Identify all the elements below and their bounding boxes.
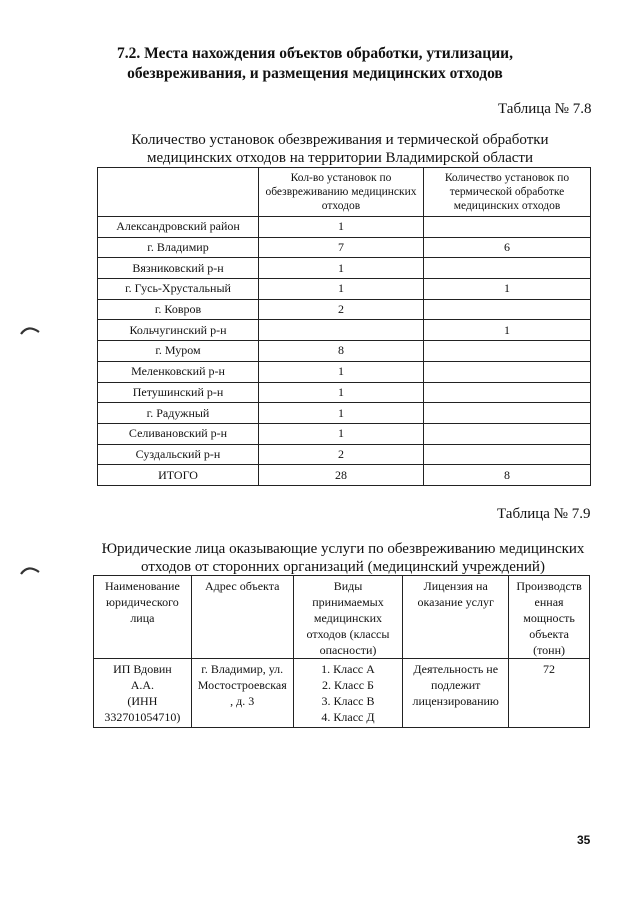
region-cell: Вязниковский р-н (98, 258, 259, 279)
table-row (98, 444, 591, 465)
section-title-line-1: 7.2. Места нахождения объектов обработки, утилизации, (117, 45, 513, 62)
thermal-count-cell (424, 258, 591, 279)
table-7-8 (97, 167, 591, 486)
table-row (98, 341, 591, 362)
thermal-count-cell: 1 (424, 320, 591, 341)
thermal-count-cell (424, 341, 591, 362)
header-line: медицинских (313, 611, 383, 625)
table-7-9-caption-line-1: Юридические лица оказывающие услуги по обезвреживанию медицинских (101, 541, 585, 557)
cell-line: 3. Класс В (321, 694, 375, 708)
table-7-9-header-cell (94, 576, 192, 659)
cell-line: 72 (543, 662, 556, 676)
header-line: опасности) (319, 643, 377, 657)
table-7-9-caption (78, 540, 608, 576)
disinfection-count-cell: 2 (259, 444, 424, 465)
thermal-count-cell: 6 (424, 237, 591, 258)
region-cell: г. Владимир (98, 237, 259, 258)
cell-line: лицензированию (412, 694, 499, 708)
disinfection-count-cell: 8 (259, 341, 424, 362)
table-7-8-body (98, 217, 591, 486)
disinfection-count-cell: 1 (259, 258, 424, 279)
cell-line: Деятельность не (413, 662, 499, 676)
table-7-9-header-cell (403, 576, 509, 659)
region-cell: г. Ковров (98, 299, 259, 320)
cell-line: 2. Класс Б (322, 678, 374, 692)
header-line: енная (534, 595, 564, 609)
waste-classes-cell (293, 659, 403, 728)
cell-line: А.А. (130, 678, 155, 692)
table-7-8-caption-line-1: Количество установок обезвреживания и термической обработки (131, 132, 549, 148)
thermal-count-cell (424, 361, 591, 382)
region-cell: Александровский район (98, 217, 259, 238)
table-7-8-label: Таблица № 7.8 (498, 101, 592, 117)
header-line: мощность (523, 611, 575, 625)
cell-line: (ИНН (127, 694, 158, 708)
table-row (98, 320, 591, 341)
cell-line: ИП Вдовин (113, 662, 172, 676)
table-7-9 (93, 575, 590, 728)
table-7-8-header-row (98, 168, 591, 217)
region-cell: Меленковский р-н (98, 361, 259, 382)
table-row (94, 659, 590, 728)
table-7-8-caption (90, 131, 590, 167)
table-7-9-label: Таблица № 7.9 (497, 506, 591, 522)
thermal-count-cell (424, 382, 591, 403)
section-title (0, 44, 632, 84)
disinfection-count-cell: 7 (259, 237, 424, 258)
disinfection-count-cell: 1 (259, 403, 424, 424)
disinfection-count-cell: 2 (259, 299, 424, 320)
page-number: 35 (577, 833, 591, 847)
capacity-cell (509, 659, 590, 728)
region-cell: ИТОГО (98, 465, 259, 486)
header-line: (тонн) (533, 643, 566, 657)
table-7-8-header-cell: Кол-во установок по обезвреживанию медицинских отходов (259, 168, 424, 217)
header-line: юридического (106, 595, 179, 609)
address-cell (191, 659, 293, 728)
thermal-count-cell: 8 (424, 465, 591, 486)
region-cell: г. Муром (98, 341, 259, 362)
region-cell: Суздальский р-н (98, 444, 259, 465)
table-7-8-header-cell: Количество установок по термической обработке медицинских отходов (424, 168, 591, 217)
table-row (98, 382, 591, 403)
table-7-9-header-cell (293, 576, 403, 659)
table-row (98, 237, 591, 258)
table-row (98, 279, 591, 300)
table-row (98, 423, 591, 444)
table-7-9-header-row (94, 576, 590, 659)
cell-line: , д. 3 (230, 694, 255, 708)
table-7-9-caption-line-2: отходов от сторонних организаций (медицинский учреждений) (141, 559, 545, 575)
disinfection-count-cell: 1 (259, 423, 424, 444)
disinfection-count-cell: 1 (259, 279, 424, 300)
header-line: принимаемых (312, 595, 384, 609)
table-7-9-header-cell (191, 576, 293, 659)
thermal-count-cell (424, 423, 591, 444)
table-row (98, 258, 591, 279)
table-row (98, 403, 591, 424)
disinfection-count-cell: 1 (259, 382, 424, 403)
disinfection-count-cell (259, 320, 424, 341)
header-line: объекта (529, 627, 569, 641)
cell-line: 4. Класс Д (321, 710, 375, 724)
region-cell: г. Радужный (98, 403, 259, 424)
disinfection-count-cell: 28 (259, 465, 424, 486)
disinfection-count-cell: 1 (259, 217, 424, 238)
header-line: лица (130, 611, 155, 625)
header-line: Адрес объекта (205, 579, 280, 593)
cell-line: Мостостроевская (197, 678, 287, 692)
table-7-8-header-cell (98, 168, 259, 217)
table-row (98, 361, 591, 382)
license-cell (403, 659, 509, 728)
thermal-count-cell (424, 444, 591, 465)
section-title-line-2: обезвреживания, и размещения медицинских отходов (127, 65, 503, 82)
table-row (98, 217, 591, 238)
cell-line: г. Владимир, ул. (201, 662, 284, 676)
disinfection-count-cell: 1 (259, 361, 424, 382)
header-line: Наименование (105, 579, 180, 593)
region-cell: Кольчугинский р-н (98, 320, 259, 341)
region-cell: г. Гусь-Хрустальный (98, 279, 259, 300)
header-line: Лицензия на (423, 579, 488, 593)
region-cell: Селивановский р-н (98, 423, 259, 444)
scan-mark-icon (20, 563, 40, 575)
scan-mark-icon (20, 323, 40, 335)
header-line: Производств (516, 579, 582, 593)
legal-entity-cell (94, 659, 192, 728)
table-7-9-header-cell (509, 576, 590, 659)
cell-line: 1. Класс А (321, 662, 375, 676)
region-cell: Петушинский р-н (98, 382, 259, 403)
cell-line: 332701054710) (104, 710, 181, 724)
table-row (98, 465, 591, 486)
thermal-count-cell: 1 (424, 279, 591, 300)
header-line: отходов (классы (306, 627, 390, 641)
table-row (98, 299, 591, 320)
cell-line: подлежит (430, 678, 481, 692)
table-7-8-caption-line-2: медицинских отходов на территории Владимирской области (146, 150, 533, 166)
thermal-count-cell (424, 299, 591, 320)
thermal-count-cell (424, 403, 591, 424)
header-line: Виды (333, 579, 363, 593)
thermal-count-cell (424, 217, 591, 238)
header-line: оказание услуг (417, 595, 494, 609)
